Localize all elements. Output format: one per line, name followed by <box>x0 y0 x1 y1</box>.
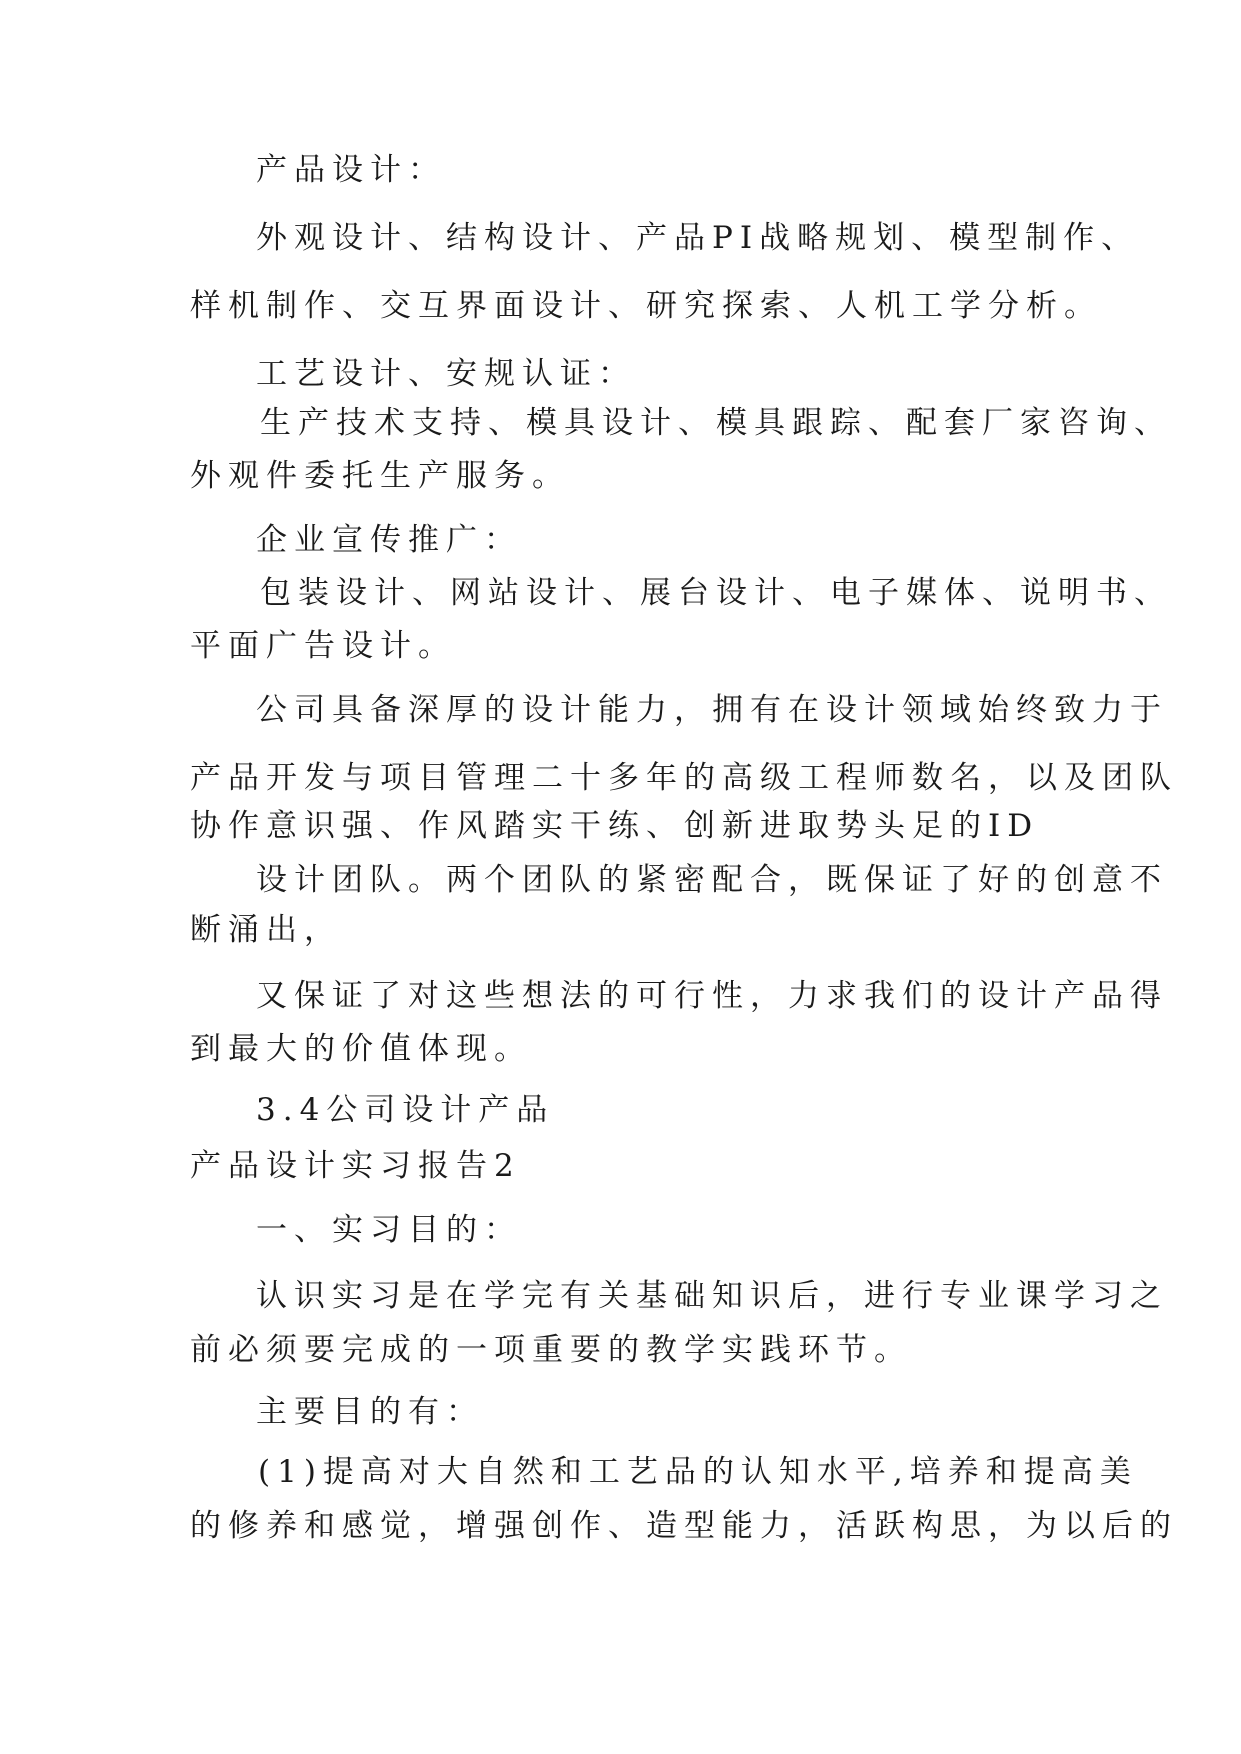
text-line: 外观件委托生产服务。 <box>190 458 570 494</box>
text-line: 到最大的价值体现。 <box>190 1031 532 1067</box>
section-heading: 一、实习目的： <box>256 1212 522 1248</box>
text-line: 产品开发与项目管理二十多年的高级工程师数名，以及团队 <box>190 760 1178 796</box>
section-heading: 3.4公司设计产品 <box>256 1092 555 1128</box>
text-line: 包装设计、网站设计、展台设计、电子媒体、说明书、 <box>260 575 1172 611</box>
report-title: 产品设计实习报告2 <box>190 1148 521 1184</box>
text-line: 又保证了对这些想法的可行性，力求我们的设计产品得 <box>256 978 1168 1014</box>
text-line: 公司具备深厚的设计能力，拥有在设计领域始终致力于 <box>256 692 1168 728</box>
text-line: 企业宣传推广： <box>256 522 522 558</box>
text-line: 主要目的有： <box>256 1394 484 1430</box>
text-line: 断涌出， <box>190 912 342 948</box>
text-line: 外观设计、结构设计、产品PI战略规划、模型制作、 <box>256 220 1140 256</box>
text-line: 的修养和感觉，增强创作、造型能力，活跃构思，为以后的 <box>190 1508 1178 1544</box>
text-line: 协作意识强、作风踏实干练、创新进取势头足的ID <box>190 808 1040 844</box>
text-line: 设计团队。两个团队的紧密配合，既保证了好的创意不 <box>256 862 1168 898</box>
text-line: 样机制作、交互界面设计、研究探索、人机工学分析。 <box>190 288 1102 324</box>
text-line: 平面广告设计。 <box>190 628 456 664</box>
text-line: 生产技术支持、模具设计、模具跟踪、配套厂家咨询、 <box>260 405 1172 441</box>
text-line: 前必须要完成的一项重要的教学实践环节。 <box>190 1332 912 1368</box>
text-line: 工艺设计、安规认证： <box>256 356 636 392</box>
text-line: 产品设计： <box>256 152 446 188</box>
text-line: (1)提高对大自然和工艺品的认知水平,培养和提高美 <box>258 1454 1138 1490</box>
text-line: 认识实习是在学完有关基础知识后，进行专业课学习之 <box>256 1278 1168 1314</box>
